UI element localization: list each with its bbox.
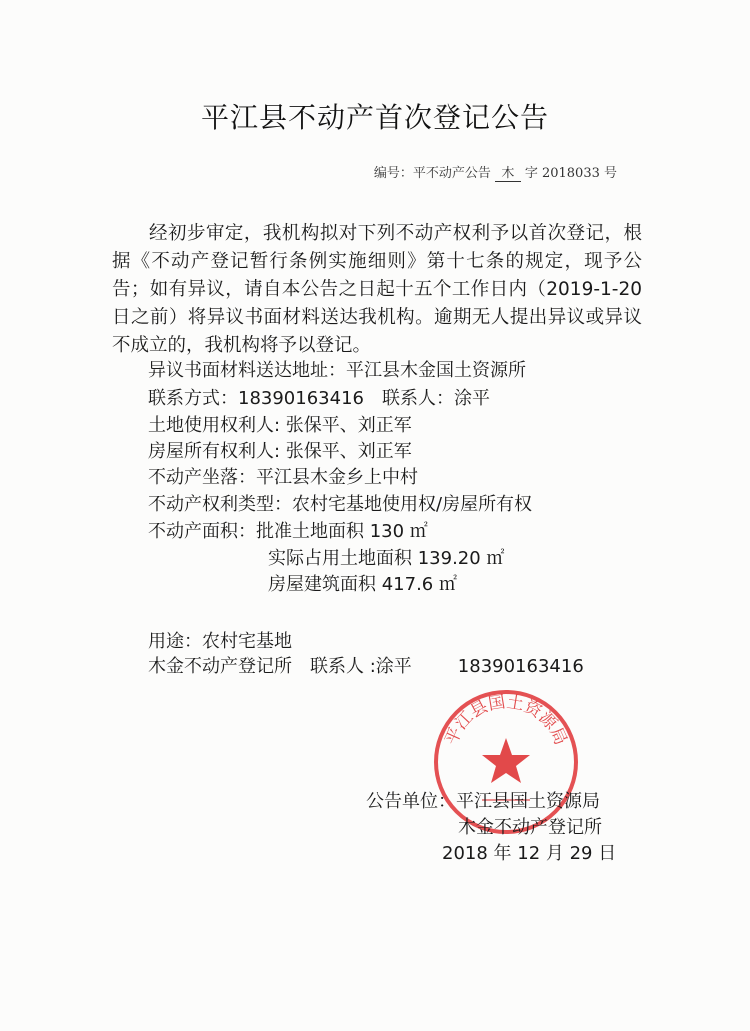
right-type: 不动产权利类型：农村宅基地使用权/房屋所有权 [148,494,533,515]
contact-person: 联系人：涂平 [381,388,490,409]
page-title: 平江县不动产首次登记公告 [200,101,549,134]
area-approved: 不动产面积：批准土地面积 130 ㎡ [148,521,428,542]
office-line [148,652,584,678]
seal-text: 平江县国土资源局 [441,692,571,749]
issuing-unit: 公告单位：平江县国土资源局 [366,791,600,812]
contact-method: 联系方式：18390163416 [148,388,364,409]
body-paragraph: 经初步审定，我机构拟对下列不动产权利予以首次登记，根据《不动产登记暂行条例实施细则》第十七条的规定，现予公告；如有异议，请自本公告之日起十五个工作日内（2019-1-20 日之前）将异议书面材料送达我机构。逾期无人提出异议或异议不成立的，我机构将予以登记。 [112,223,642,356]
office-phone: 18390163416 [457,656,584,677]
objection-address: 异议书面材料送达地址：平江县木金国土资源所 [148,360,526,381]
contact-line [148,384,490,410]
announcement-body [112,220,642,360]
property-location: 不动产坐落：平江县木金乡上中村 [148,467,418,488]
document-number-prefix: 编号：平不动产公告 [373,166,491,181]
issue-date: 2018 年 12 月 29 日 [442,843,617,864]
document-number-suffix: 字 2018033 号 [524,166,617,181]
office-name: 木金不动产登记所 [148,656,292,677]
usage: 用途：农村宅基地 [148,631,292,652]
document-number-word: 木 [495,162,521,182]
area-actual: 实际占用土地面积 139.20 ㎡ [268,548,505,569]
office-contact: 联系人 :涂平 [310,656,412,677]
house-owner: 房屋所有权利人: 张保平、刘正军 [148,441,412,462]
issuing-sub-unit: 木金不动产登记所 [458,817,602,838]
land-user: 土地使用权利人: 张保平、刘正军 [148,415,412,436]
document-number [374,162,617,182]
seal-star-icon [482,738,530,783]
area-building: 房屋建筑面积 417.6 ㎡ [268,574,457,595]
